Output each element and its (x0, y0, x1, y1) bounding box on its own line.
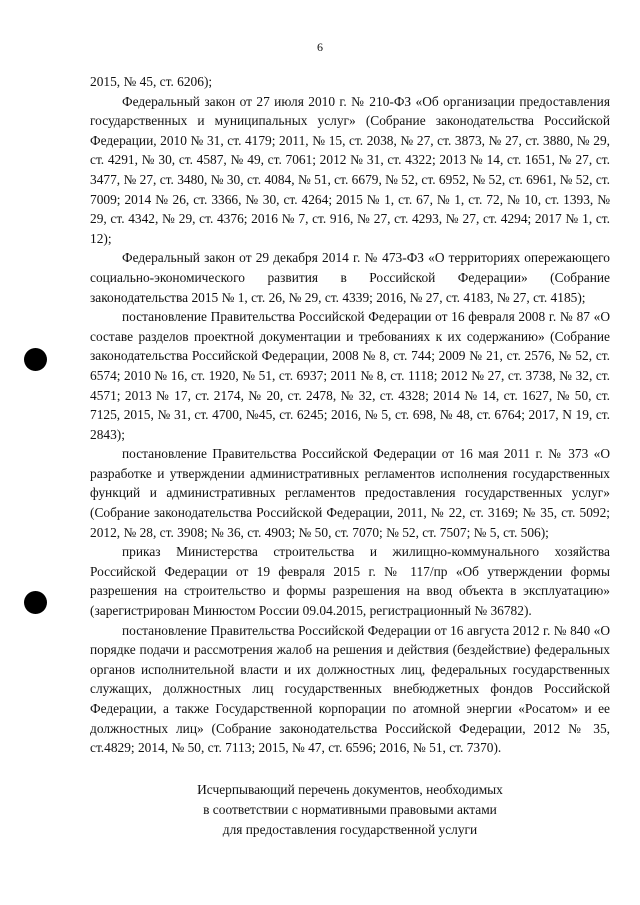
paragraph-law-210-fz: Федеральный закон от 27 июля 2010 г. № 210-ФЗ «Об организации предоставления государственных и муниципальных услуг» (Собрание законодательства Российской Федерации, 2010 № 31, ст. 4179; 2011, № 15, ст. 2038, № 27, ст. 3873, № 27, ст. 3880, № 29, ст. 4291, № 30, ст. 4587, № 49, ст. 7061; 2012 № 31, ст. 4322; 2013 № 14, ст. 1651, № 27, ст. 3477, № 27, ст. 3480, № 30, ст. 4084, № 51, ст. 6679, № 52, ст. 6952, № 52, ст. 6961, № 52, ст. 7009; 2014 № 26, ст. 3366, № 30, ст. 4264; 2015 № 1, ст. 67, № 1, ст. 72, № 10, ст. 1393, № 29, ст. 4342, № 29, ст. 4376; 2016 № 7, ст. 916, № 27, ст. 4293, № 27, ст. 4294; 2017 № 1, ст. 12); (90, 93, 610, 246)
heading-line: для предоставления государственной услуги (222, 822, 478, 837)
paragraph-resolution-840: постановление Правительства Российской Федерации от 16 августа 2012 г. № 840 «О порядке подачи и рассмотрения жалоб на решения и действия (бездействие) федеральных органов исполнительной власти и их должностных лиц, федеральных государственных служащих, должностных лиц государственных внебюджетных фондов Российской Федерации, а также Государственной корпорации по атомной энергии «Росатом» и ее должностных лиц» (Собрание законодательства Российской Федерации, 2012 № 35, ст.4829; 2014, № 50, ст. 7113; 2015, № 47, ст. 6596; 2016, № 51, ст. 7370). (90, 622, 610, 756)
document-body (90, 72, 610, 758)
paragraph-continuation: 2015, № 45, ст. 6206); (90, 74, 213, 89)
punch-hole (24, 348, 47, 371)
paragraph-resolution-87: постановление Правительства Российской Федерации от 16 февраля 2008 г. № 87 «О составе разделов проектной документации и требованиях к их содержанию» (Собрание законодательства Российской Федерации, 2008 № 8, ст. 744; 2009 № 21, ст. 2576, № 52, ст. 6574; 2010 № 16, ст. 1920, № 51, ст. 6937; 2011 № 8, ст. 1118; 2012 № 27, ст. 3738, № 32, ст. 4571; 2013 № 17, ст. 2174, № 20, ст. 2478, № 32, ст. 4328; 2014 № 14, ст. 1627, № 50, ст. 7125, 2015, № 31, ст. 4700, №45, ст. 6245; 2016, № 5, ст. 698, № 48, ст. 6764; 2017, N 19, ст. 2843); (90, 309, 610, 442)
punch-hole (24, 591, 47, 614)
paragraph-order-117: приказ Министерства строительства и жилищно-коммунального хозяйства Российской Федерации от 19 февраля 2015 г. № 117/пр «Об утверждении формы разрешения на строительство и формы разрешения на ввод объекта в эксплуатацию» (зарегистрирован Минюстом России 09.04.2015, регистрационный № 36782). (90, 544, 610, 619)
section-heading (90, 780, 610, 840)
paragraph-law-473-fz: Федеральный закон от 29 декабря 2014 г. № 473-ФЗ «О территориях опережающего социально-экономического развития в Российской Федерации» (Собрание законодательства 2015 № 1, ст. 26, № 29, ст. 4339; 2016, № 27, ст. 4183, № 27, ст. 4185); (90, 250, 610, 305)
heading-line: в соответствии с нормативными правовыми актами (203, 802, 497, 817)
heading-line: Исчерпывающий перечень документов, необходимых (197, 782, 503, 797)
paragraph-resolution-373: постановление Правительства Российской Федерации от 16 мая 2011 г. № 373 «О разработке и утверждении административных регламентов исполнения государственных функций и административных регламентов предоставления государственных услуг» (Собрание законодательства Российской Федерации, 2011, № 22, ст. 3169; № 35, ст. 5092; 2012, № 28, ст. 3908; № 36, ст. 4903; № 50, ст. 7070; № 52, ст. 7507; № 5, ст. 506); (90, 446, 610, 540)
page-number: 6 (317, 40, 323, 54)
